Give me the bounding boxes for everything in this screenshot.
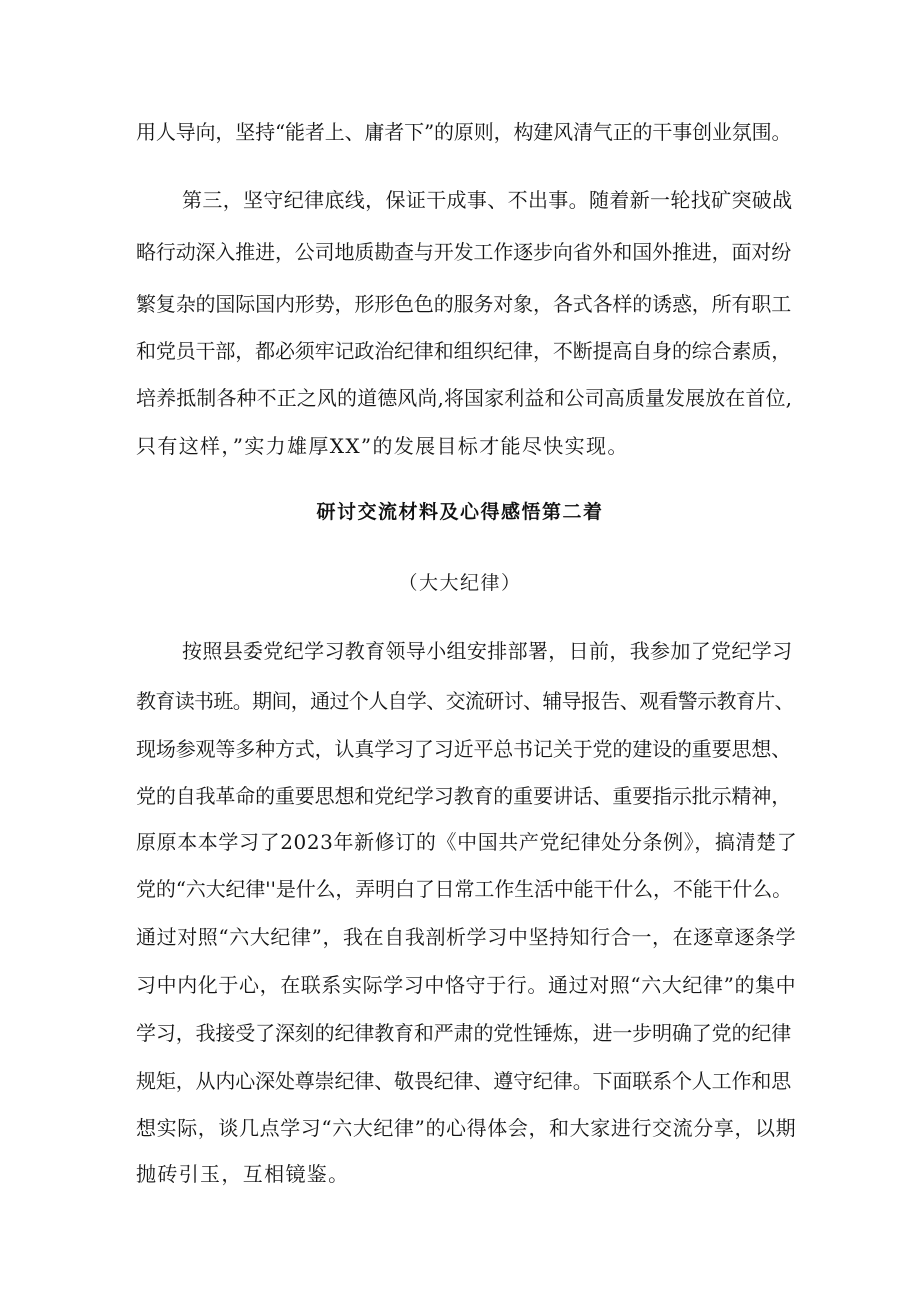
section-subtitle: （大大纪律） xyxy=(398,572,522,594)
paragraph-3-line-3: 现场参观等多种方式，认真学习了习近平总书记关于党的建设的重要思想、 xyxy=(136,737,792,761)
paragraph-2-line-5: 培养抵制各种不正之风的道德风尚,将国家利益和公司高质量发展放在首位, xyxy=(136,386,793,410)
paragraph-3-line-8: 习中内化于心，在联系实际学习中恪守于行。通过对照“六大纪律”的集中 xyxy=(136,973,797,997)
paragraph-2-line-4: 和党员干部，都必须牢记政治纪律和组织纪律，不断提高自身的综合素质， xyxy=(136,339,792,363)
paragraph-3-line-2: 教育读书班。期间，通过个人自学、交流研讨、辅导报告、观看警示教育片、 xyxy=(136,689,794,713)
paragraph-3-line-10: 规矩，从内心深处尊崇纪律、敬畏纪律、遵守纪律。下面联系个人工作和思 xyxy=(136,1069,792,1093)
paragraph-3-line-7: 通过对照“六大纪律”，我在自我剖析学习中坚持知行合一，在逐章逐条学 xyxy=(136,925,797,949)
paragraph-3-line-1: 按照县委党纪学习教育领导小组安排部署，日前，我参加了党纪学习 xyxy=(182,639,793,663)
section-title: 研讨交流材料及心得感悟第二着 xyxy=(316,501,604,523)
paragraph-2-line-2: 略行动深入推进，公司地质勘查与开发工作逐步向省外和国外推进，面对纷 xyxy=(136,240,792,264)
paragraph-3-line-9: 学习，我接受了深刻的纪律教育和严肃的党性锤炼，进一步明确了党的纪律 xyxy=(136,1021,792,1045)
paragraph-3-line-11: 想实际，谈几点学习“六大纪律”的心得体会，和大家进行交流分享，以期 xyxy=(136,1116,797,1140)
paragraph-3-line-5: 原原本本学习了2023年新修订的《中国共产党纪律处分条例》，搞清楚了 xyxy=(136,830,798,854)
paragraph-2-line-3: 繁复杂的国际国内形势，形形色色的服务对象，各式各样的诱惑，所有职工 xyxy=(136,292,792,316)
paragraph-3-line-6: 党的“六大纪律''是什么，弄明白了日常工作生活中能干什么，不能干什么。 xyxy=(136,877,792,901)
paragraph-3-line-4: 党的自我革命的重要思想和党纪学习教育的重要讲话、重要指示批示精神， xyxy=(136,784,792,808)
paragraph-2-line-1: 第三，坚守纪律底线，保证干成事、不出事。随着新一轮找矿突破战 xyxy=(182,188,793,212)
paragraph-3-line-12: 抛砖引玉，互相镜鉴。 xyxy=(136,1162,350,1186)
paragraph-2-line-6: 只有这样，”实力雄厚XX”的发展目标才能尽快实现。 xyxy=(136,434,629,458)
paragraph-1-line-1: 用人导向，坚持“能者上、庸者下”的原则，构建风清气正的干事创业氛围。 xyxy=(136,120,792,144)
